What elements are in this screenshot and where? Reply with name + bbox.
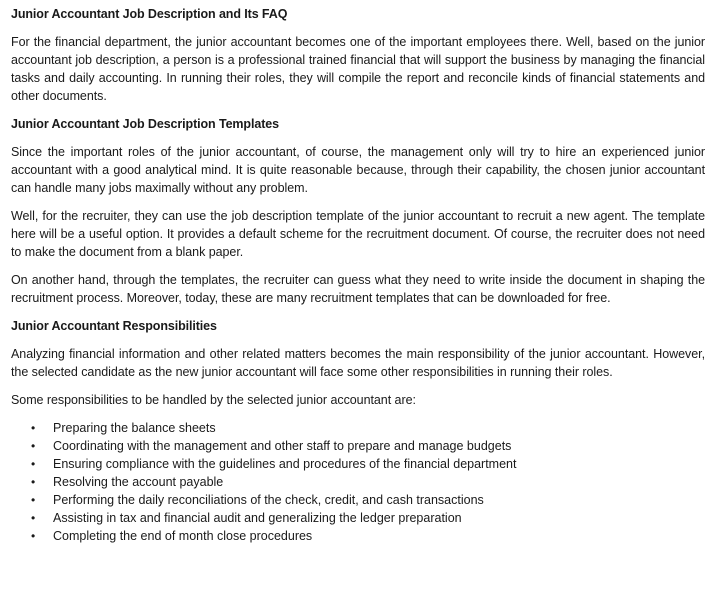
templates-heading: Junior Accountant Job Description Templates	[11, 117, 279, 131]
list-item	[31, 473, 705, 491]
list-item-text: Completing the end of month close procedures	[53, 529, 313, 543]
responsibilities-list	[11, 419, 705, 545]
bullet-icon: •	[31, 529, 36, 543]
list-item-text: Preparing the balance sheets	[53, 421, 216, 435]
list-item-text: Performing the daily reconciliations of the check, credit, and cash transactions	[53, 493, 484, 507]
templates-paragraph-2: Well, for the recruiter, they can use the job description template of the junior accountant to recruit a new agent. The template here will be a useful option. It provides a default scheme for the recruitment document. Of course, the recruiter does not need to make the document from a blank paper.	[11, 209, 705, 259]
templates-paragraph-1: Since the important roles of the junior accountant, of course, the management only will try to hire an experienced junior accountant with a good analytical mind. It is quite reasonable because, through their capability, the chosen junior accountant can handle many jobs maximally without any problem.	[11, 145, 705, 195]
page-title: Junior Accountant Job Description and Its FAQ	[11, 7, 288, 21]
bullet-icon: •	[31, 421, 36, 435]
responsibilities-heading: Junior Accountant Responsibilities	[11, 319, 217, 333]
list-item-text: Ensuring compliance with the guidelines and procedures of the financial department	[53, 457, 517, 471]
list-item	[31, 527, 705, 545]
list-item	[31, 491, 705, 509]
bullet-icon: •	[31, 493, 36, 507]
list-item	[31, 419, 705, 437]
bullet-icon: •	[31, 511, 36, 525]
list-item-text: Coordinating with the management and other staff to prepare and manage budgets	[53, 439, 512, 453]
bullet-icon: •	[31, 457, 36, 471]
list-item	[31, 437, 705, 455]
intro-paragraph: For the financial department, the junior accountant becomes one of the important employees there. Well, based on the junior accountant job description, a person is a professional trained financial that will support the business by managing the financial tasks and daily accounting. In running their roles, they will compile the report and reconcile kinds of financial statements and other documents.	[11, 35, 705, 103]
list-item-text: Resolving the account payable	[53, 475, 224, 489]
list-item-text: Assisting in tax and financial audit and generalizing the ledger preparation	[53, 511, 462, 525]
bullet-icon: •	[31, 475, 36, 489]
responsibilities-paragraph-2: Some responsibilities to be handled by the selected junior accountant are:	[11, 393, 416, 407]
responsibilities-paragraph-1: Analyzing financial information and other related matters becomes the main responsibility of the junior accountant. However, the selected candidate as the new junior accountant will face some other responsibilities in running their roles.	[11, 347, 705, 379]
list-item	[31, 455, 705, 473]
bullet-icon: •	[31, 439, 36, 453]
list-item	[31, 509, 705, 527]
templates-paragraph-3: On another hand, through the templates, the recruiter can guess what they need to write inside the document in shaping the recruitment process. Moreover, today, these are many recruitment templates that can be downloaded for free.	[11, 273, 705, 305]
